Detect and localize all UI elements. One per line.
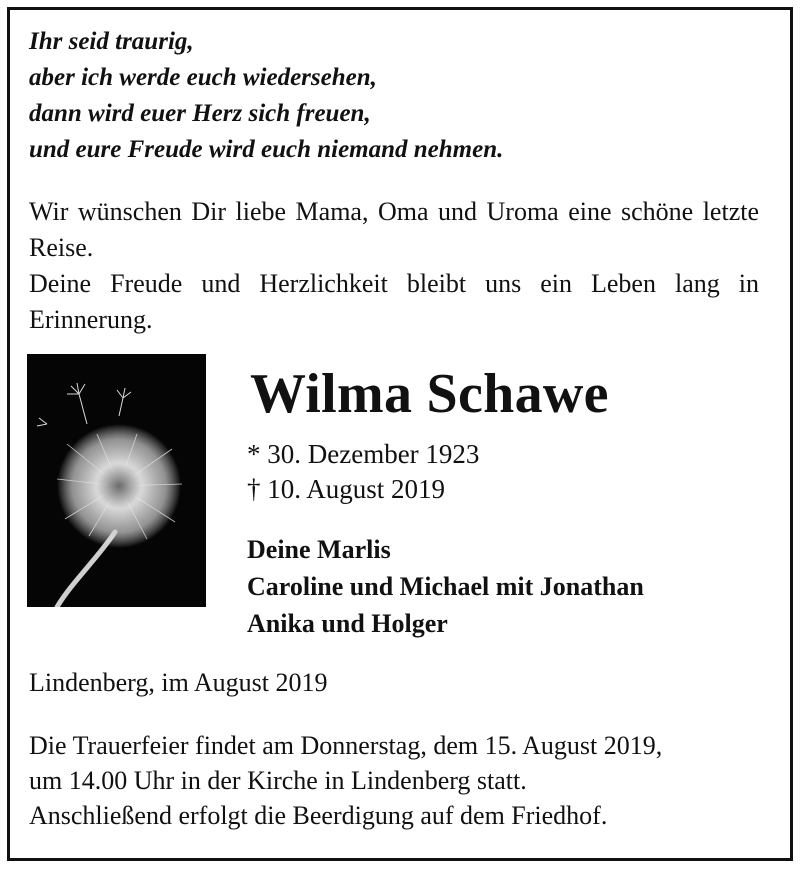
deceased-name: Wilma Schawe [250,363,609,425]
dandelion-image [27,354,206,607]
mourner: Deine Marlis [247,535,391,564]
life-dates [247,437,479,507]
birth-date: * 30. Dezember 1923 [247,439,480,469]
funeral-line: um 14.00 Uhr in der Kirche in Lindenberg statt. [29,766,527,795]
poem-line: dann wird euer Herz sich freuen, [29,100,371,127]
dandelion-photo [27,354,206,607]
poem-line: aber ich werde euch wiedersehen, [29,64,377,91]
poem-line: und eure Freude wird euch niemand nehmen. [29,136,504,163]
funeral-notice [29,728,662,833]
mourners-list [247,531,644,642]
mourner: Caroline und Michael mit Jonathan [247,572,644,601]
mourner: Anika und Holger [247,609,448,638]
farewell-message [29,194,759,338]
poem-line: Ihr seid traurig, [29,28,194,55]
place-and-date: Lindenberg, im August 2019 [29,668,328,697]
farewell-paragraph: Wir wünschen Dir liebe Mama, Oma und Uroma eine schöne letzte Reise. [29,197,759,262]
poem [29,24,749,168]
death-date: † 10. August 2019 [247,474,446,504]
funeral-line: Die Trauerfeier findet am Donnerstag, dem 15. August 2019, [29,731,663,760]
funeral-line: Anschließend erfolgt die Beerdigung auf dem Friedhof. [29,801,608,830]
farewell-paragraph: Deine Freude und Herzlichkeit bleibt uns ein Leben lang in Erinnerung. [29,269,759,334]
